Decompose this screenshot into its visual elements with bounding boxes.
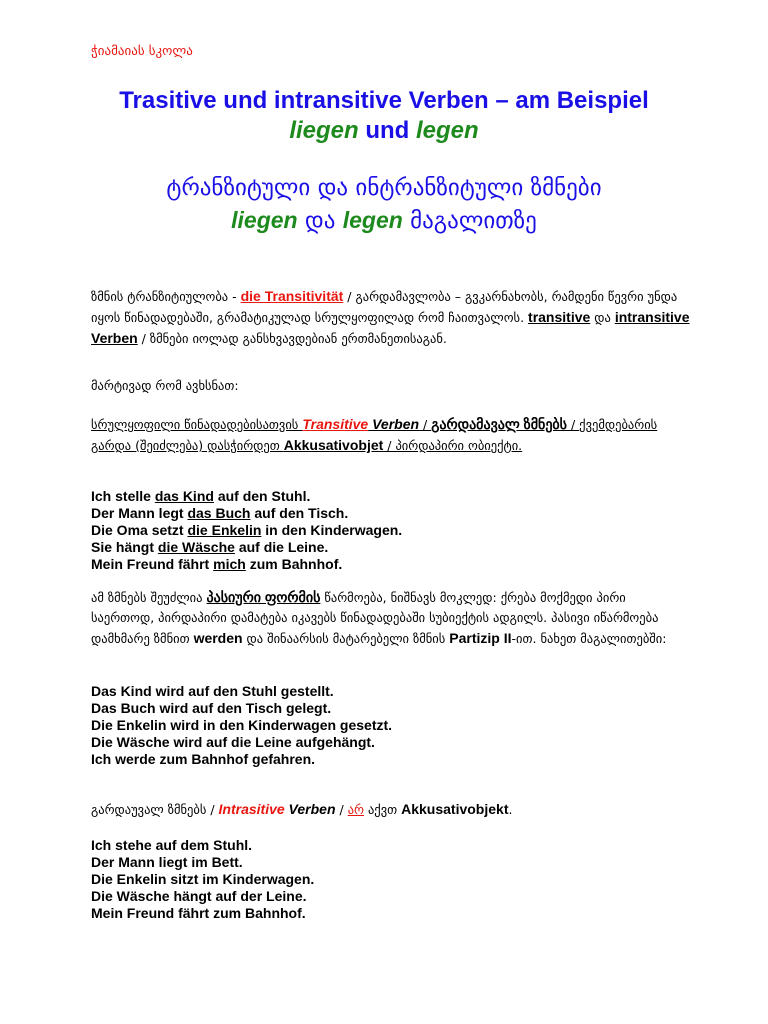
title-german-line1: Trasitive und intransitive Verben – am Beispiel [119,87,649,114]
object-underlined: die Wäsche [157,539,235,555]
rule2-text-1: გარდაუვალ ზმნებს / [91,802,219,817]
period: . [508,802,513,817]
word-legen: legen [342,207,403,233]
slash: / [335,802,348,817]
term-intransitive-verben: intransitive Verben [91,309,690,346]
title-german [0,86,768,146]
example-sentence: Ich stehe auf dem Stuhl. [91,837,253,853]
intro-paragraph [91,286,691,349]
title-georgian-line2 [0,204,768,237]
term-transitive: transitive [528,309,591,325]
sentence-post: in den Kinderwagen. [261,522,403,538]
example-sentence: Der Mann liegt im Bett. [91,854,243,870]
sentence-post: auf die Leine. [234,539,329,555]
object-underlined: das Kind [154,488,214,504]
passive-text-3: და შინაარსის მატარებელი ზმნის [242,631,450,646]
word-da: და [304,208,336,234]
title-georgian-line1: ტრანზიტული და ინტრანზიტული ზმნები [166,175,602,201]
object-underlined: das Buch [187,505,251,521]
examples-passive [91,683,691,768]
examples-intransitive [91,837,691,922]
example-sentence [91,522,691,539]
title-german-line2 [0,116,768,146]
term-werden: werden [193,630,243,646]
example-sentence [91,505,691,522]
word-liegen: liegen [289,117,359,144]
example-sentence [91,488,691,505]
sentence-pre: Die Oma setzt [91,522,188,538]
slash: / [567,417,580,432]
examples-transitive [91,488,691,573]
example-sentence: Ich werde zum Bahnhof gefahren. [91,751,316,767]
rule1-text-3: / პირდაპირი ობიექტი. [383,438,523,453]
sentence-post: auf den Stuhl. [213,488,311,504]
rule1-text-2: ქვემდებარის გარდა (შეიძლება) დასჭირდეთ [91,417,658,453]
title-georgian [0,172,768,237]
sentence-pre: Mein Freund fährt [91,556,214,572]
word-legen: legen [416,117,479,144]
rule-transitive [91,414,691,456]
object-underlined: die Enkelin [187,522,262,538]
passive-text-1: ამ ზმნებს შეუძლია [91,590,207,605]
intro-text-da: და [590,310,615,325]
term-intrasitive-red: Intrasitive [218,801,285,817]
rule2-text-2: აქვთ [363,802,402,817]
slash: / [419,417,432,432]
passive-paragraph [91,587,691,649]
sentence-post: auf den Tisch. [250,505,349,521]
sentence-pre: Sie hängt [91,539,158,555]
term-pasiuri-formis: პასიური ფორმის [206,589,321,605]
passive-text-2: წარმოება, ნიშნავს მოკლედ: ქრება მოქმედი პირი საერთოდ, პირდაპირი დამატება იკავებს წინადადებაში სუბიექტის ადგილს. პასივი იწარმოება დამხმარე ზმნით [91,590,659,646]
term-die-transitivitaet: die Transitivität [240,288,344,304]
example-sentence: Die Enkelin sitzt im Kinderwagen. [91,871,315,887]
word-liegen: liegen [231,207,298,233]
sentence-post: zum Bahnhof. [245,556,343,572]
example-sentence [91,539,691,556]
simply-line: მარტივად რომ ავხსნათ: [91,378,239,393]
school-name: ჭიამაიას სკოლა [91,44,193,59]
sentence-pre: Ich stelle [91,488,155,504]
term-akkusativobjekt: Akkusativobjekt [401,801,509,817]
example-sentence: Das Kind wird auf den Stuhl gestellt. [91,683,334,699]
example-sentence [91,556,691,573]
object-underlined: mich [213,556,246,572]
rule1-text-1: სრულყოფილი წინადადებისათვის [91,417,303,432]
rule-intransitive [91,799,691,820]
example-sentence: Die Enkelin wird in den Kinderwagen gesetzt. [91,717,393,733]
intro-text-2: / გარდამავლობა – გვკარნახობს, რამდენი წევრი უნდა იყოს წინადადებაში, გრამატიკულად სრულყოფილად რომ ჩაითვალოს. [91,289,678,325]
example-sentence: Die Wäsche hängt auf der Leine. [91,888,307,904]
intro-text-3: / ზმნები იოლად განსხვავდებიან ერთმანეთისაგან. [137,331,447,346]
passive-text-4: -ით. ნახეთ მაგალითებში: [511,631,667,646]
term-akkusativobjet: Akkusativobjet [283,437,384,453]
example-sentence: Das Buch wird auf den Tisch gelegt. [91,700,332,716]
intro-text-1: ზმნის ტრანზიტიულობა - [91,289,241,304]
term-gardamavali: გარდამავალ ზმნებს [431,416,567,432]
term-ar: არ [347,802,364,817]
example-sentence: Die Wäsche wird auf die Leine aufgehängt. [91,734,375,750]
term-partizip: Partizip II [449,630,512,646]
word-magalitze: მაგალითზე [410,208,537,234]
example-sentence: Mein Freund fährt zum Bahnhof. [91,905,306,921]
term-verben: Verben [368,416,420,432]
term-verben: Verben [284,801,336,817]
sentence-pre: Der Mann legt [91,505,188,521]
word-und: und [365,117,410,144]
term-transitive-red: Transitive [302,416,369,432]
